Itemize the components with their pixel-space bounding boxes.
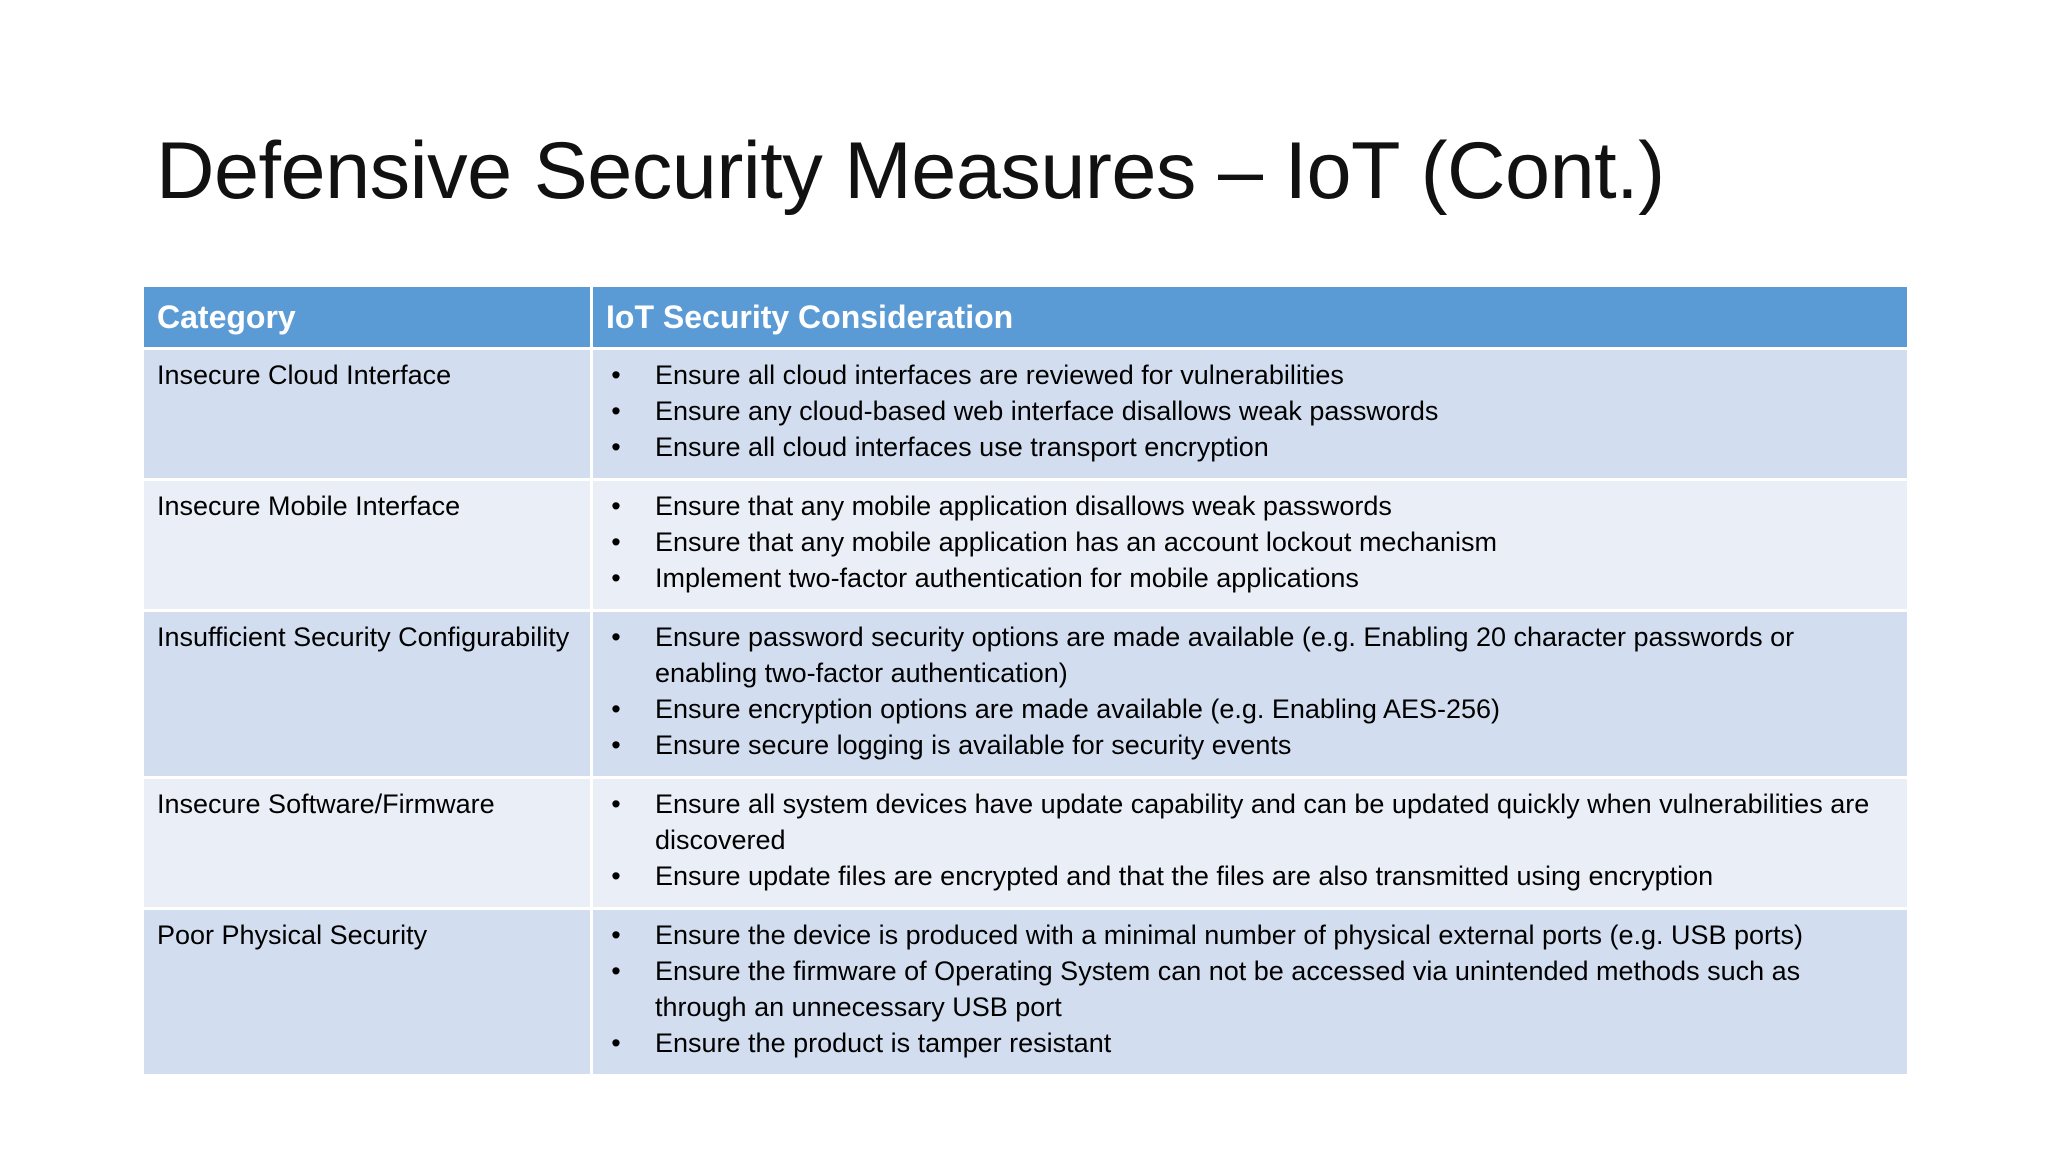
- bullet-icon: •: [611, 956, 621, 986]
- list-item-text: Ensure all system devices have update capability and can be updated quickly when vulnerabilities are discovered: [655, 789, 1870, 855]
- list-item-text: Ensure any cloud-based web interface disallows weak passwords: [655, 396, 1439, 426]
- bullet-list: [606, 917, 1894, 1061]
- list-item-text: Ensure all cloud interfaces are reviewed for vulnerabilities: [655, 360, 1344, 390]
- consideration-column-header: IoT Security Consideration: [592, 286, 1909, 349]
- list-item: [606, 858, 1894, 894]
- list-item: [606, 393, 1894, 429]
- category-cell: Insecure Software/Firmware: [143, 778, 592, 909]
- list-item: [606, 488, 1894, 524]
- bullet-list: [606, 619, 1894, 763]
- list-item-text: Ensure update files are encrypted and that the files are also transmitted using encryption: [655, 861, 1714, 891]
- list-item: [606, 619, 1894, 691]
- bullet-icon: •: [611, 694, 621, 724]
- consideration-cell: [592, 349, 1909, 480]
- table-body: [143, 349, 1909, 1076]
- list-item: [606, 429, 1894, 465]
- table-row: [143, 480, 1909, 611]
- bullet-list: [606, 357, 1894, 465]
- category-cell: Insecure Mobile Interface: [143, 480, 592, 611]
- bullet-icon: •: [611, 622, 621, 652]
- consideration-cell: [592, 909, 1909, 1076]
- list-item: [606, 786, 1894, 858]
- security-considerations-table: [141, 284, 1910, 1077]
- category-cell: Insufficient Security Configurability: [143, 611, 592, 778]
- bullet-icon: •: [611, 1028, 621, 1058]
- list-item-text: Ensure secure logging is available for security events: [655, 730, 1292, 760]
- list-item: [606, 560, 1894, 596]
- list-item-text: Ensure the device is produced with a minimal number of physical external ports (e.g. USB ports): [655, 920, 1804, 950]
- table-header: [143, 286, 1909, 349]
- list-item-text: Ensure password security options are made available (e.g. Enabling 20 character passwords or enabling two-factor authentication): [655, 622, 1795, 688]
- bullet-icon: •: [611, 491, 621, 521]
- list-item-text: Ensure that any mobile application disallows weak passwords: [655, 491, 1392, 521]
- list-item: [606, 524, 1894, 560]
- bullet-icon: •: [611, 861, 621, 891]
- list-item-text: Ensure the product is tamper resistant: [655, 1028, 1112, 1058]
- bullet-icon: •: [611, 432, 621, 462]
- bullet-icon: •: [611, 360, 621, 390]
- consideration-cell: [592, 611, 1909, 778]
- table-row: [143, 778, 1909, 909]
- list-item-text: Ensure that any mobile application has an account lockout mechanism: [655, 527, 1497, 557]
- bullet-icon: •: [611, 920, 621, 950]
- bullet-icon: •: [611, 527, 621, 557]
- list-item: [606, 1025, 1894, 1061]
- list-item-text: Ensure all cloud interfaces use transport encryption: [655, 432, 1269, 462]
- slide-title: Defensive Security Measures – IoT (Cont.): [156, 126, 1665, 216]
- bullet-list: [606, 488, 1894, 596]
- list-item: [606, 357, 1894, 393]
- category-cell: Insecure Cloud Interface: [143, 349, 592, 480]
- consideration-cell: [592, 480, 1909, 611]
- table-row: [143, 611, 1909, 778]
- bullet-list: [606, 786, 1894, 894]
- category-column-header: Category: [143, 286, 592, 349]
- bullet-icon: •: [611, 396, 621, 426]
- table-row: [143, 349, 1909, 480]
- bullet-icon: •: [611, 563, 621, 593]
- category-cell: Poor Physical Security: [143, 909, 592, 1076]
- list-item-text: Ensure the firmware of Operating System can not be accessed via unintended methods such as through an unnecessary USB port: [655, 956, 1801, 1022]
- bullet-icon: •: [611, 730, 621, 760]
- list-item: [606, 727, 1894, 763]
- list-item: [606, 917, 1894, 953]
- list-item-text: Implement two-factor authentication for mobile applications: [655, 563, 1359, 593]
- table-row: [143, 909, 1909, 1076]
- list-item: [606, 953, 1894, 1025]
- bullet-icon: •: [611, 789, 621, 819]
- table-header-row: [143, 286, 1909, 349]
- consideration-cell: [592, 778, 1909, 909]
- list-item: [606, 691, 1894, 727]
- list-item-text: Ensure encryption options are made available (e.g. Enabling AES-256): [655, 694, 1501, 724]
